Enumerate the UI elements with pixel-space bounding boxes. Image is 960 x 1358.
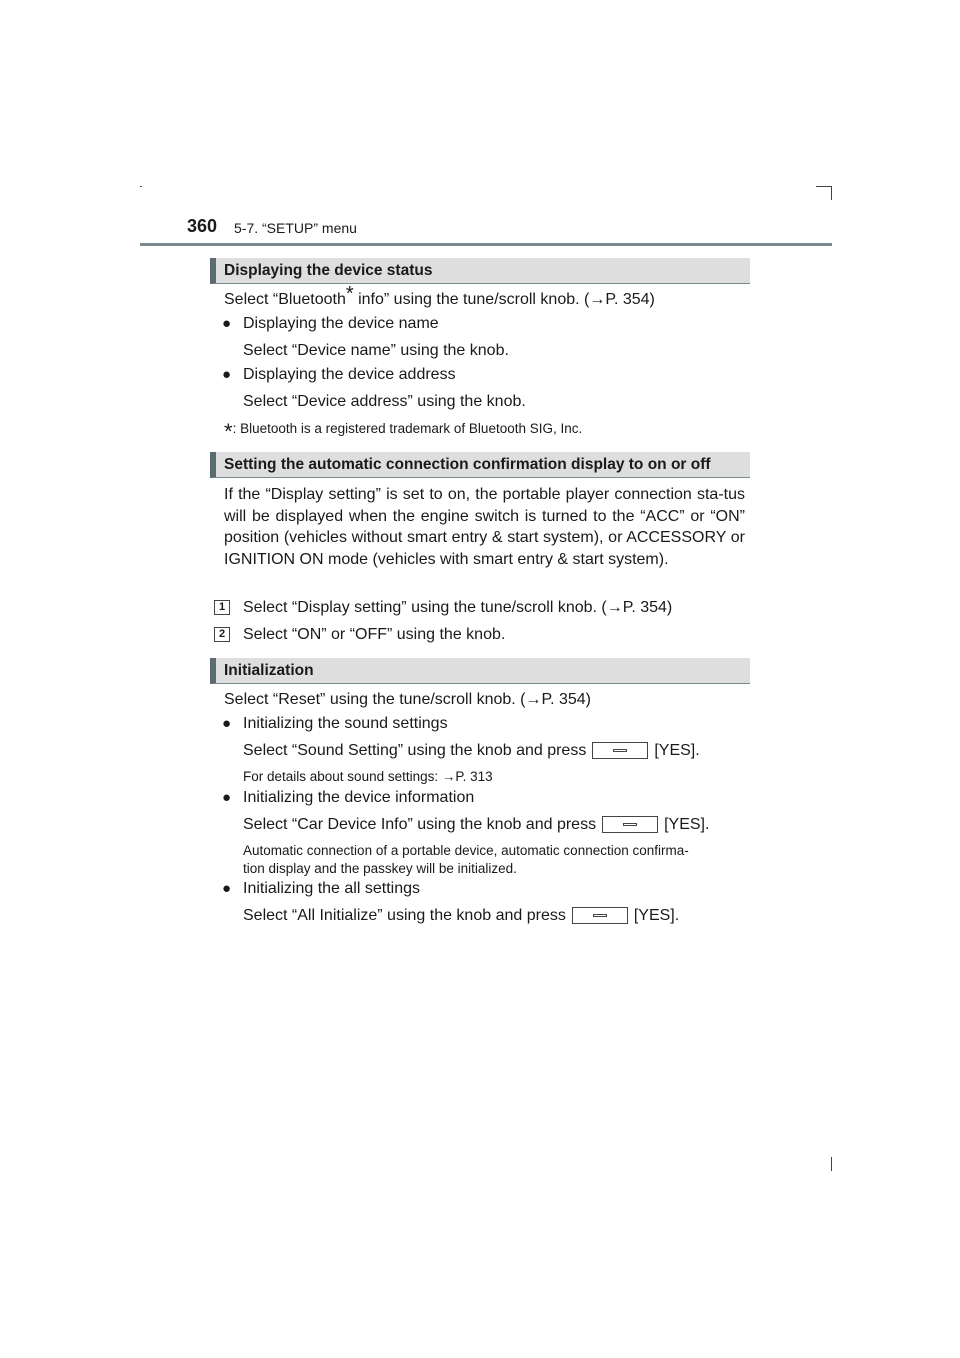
item-note: tion display and the passkey will be initialized.	[243, 861, 517, 876]
crop-mark	[831, 186, 832, 200]
initialization-intro: Select “Reset” using the tune/scroll knob. (→P. 354)	[224, 691, 591, 708]
item-note: For details about sound settings: →P. 313	[243, 769, 493, 784]
crop-mark	[140, 186, 142, 187]
item-label: Initializing the all settings	[243, 880, 420, 897]
page-number: 360	[187, 216, 218, 236]
step-text: Select “Display setting” using the tune/scroll knob. (→P. 354)	[243, 599, 673, 616]
item-label: Displaying the device name	[243, 315, 439, 332]
chapter-title: 5-7. “SETUP” menu	[234, 220, 357, 236]
yes-button-icon	[602, 816, 658, 833]
item-label: Displaying the device address	[243, 366, 456, 383]
crop-mark	[816, 186, 832, 187]
yes-button-icon	[592, 742, 648, 759]
step-text: Select “ON” or “OFF” using the knob.	[243, 626, 506, 643]
auto-connection-paragraph: If the “Display setting” is set to on, the portable player connection sta-tus will be displayed when the engine switch is turned to the “ACC” or “ON” position (vehicles without smart entry & start system), or ACCESSORY or IGNITION ON mode (vehicles with smart entry & start system).	[224, 486, 745, 568]
item-detail: Select “Car Device Info” using the knob and press [YES].	[243, 816, 710, 833]
yes-button-icon	[572, 907, 628, 924]
crop-mark	[831, 1157, 832, 1171]
item-note: Automatic connection of a portable device, automatic connection confirma-	[243, 843, 689, 858]
step-number: 1	[214, 600, 230, 615]
footnote-marker: *	[345, 282, 354, 305]
item-detail: Select “Device address” using the knob.	[243, 393, 526, 410]
bullet-icon: ●	[222, 715, 232, 732]
item-detail: Select “All Initialize” using the knob and press [YES].	[243, 907, 680, 924]
bullet-icon: ●	[222, 366, 232, 383]
item-label: Initializing the device information	[243, 789, 475, 806]
footnote-marker: *	[224, 419, 233, 444]
bullet-icon: ●	[222, 880, 232, 897]
item-detail: Select “Sound Setting” using the knob and press [YES].	[243, 742, 700, 759]
bullet-icon: ●	[222, 315, 232, 332]
header-rule	[140, 243, 832, 246]
section-heading-initialization: Initialization	[210, 658, 750, 684]
item-detail: Select “Device name” using the knob.	[243, 342, 509, 359]
step-number: 2	[214, 627, 230, 642]
section-heading-auto-connection: Setting the automatic connection confirmation display to on or off	[210, 452, 750, 478]
item-label: Initializing the sound settings	[243, 715, 448, 732]
bullet-icon: ●	[222, 789, 232, 806]
footnote: *: Bluetooth is a registered trademark of Bluetooth SIG, Inc.	[224, 419, 583, 444]
section-heading-device-status: Displaying the device status	[210, 258, 750, 284]
device-status-intro: Select “Bluetooth* info” using the tune/scroll knob. (→P. 354)	[224, 282, 655, 308]
